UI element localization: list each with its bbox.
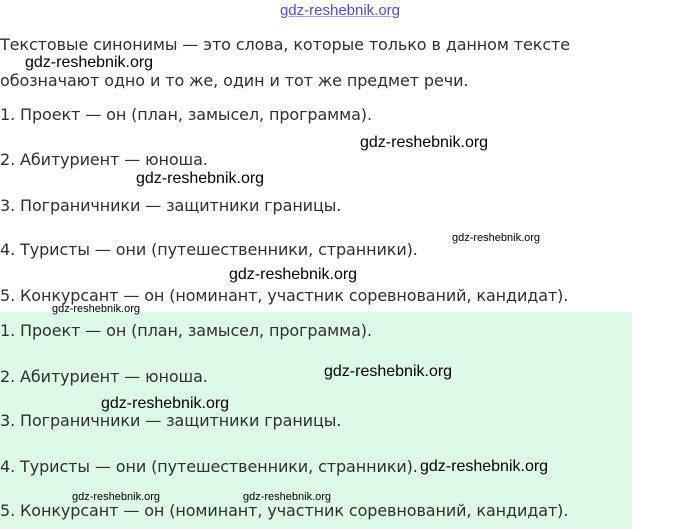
answer-item: 1. Проект — он (план, замысел, программа).	[0, 321, 372, 340]
list-item: 4. Туристы — они (путешественники, странники).	[0, 240, 418, 259]
definition-line-1: Текстовые синонимы — это слова, которые только в данном тексте	[0, 35, 570, 54]
watermark: gdz-reshebnik.org	[420, 458, 549, 475]
header-watermark-link[interactable]: gdz-reshebnik.org	[279, 2, 401, 19]
watermark: gdz-reshebnik.org	[229, 266, 358, 283]
list-item: 2. Абитуриент — юноша.	[0, 150, 208, 169]
watermark: gdz-reshebnik.org	[243, 491, 332, 503]
list-item: 3. Пограничники — защитники границы.	[0, 196, 342, 215]
watermark: gdz-reshebnik.org	[25, 54, 154, 71]
definition-line-2: обозначают одно и то же, один и тот же предмет речи.	[0, 71, 469, 90]
watermark: gdz-reshebnik.org	[52, 303, 141, 315]
watermark: gdz-reshebnik.org	[360, 134, 489, 151]
list-item: 1. Проект — он (план, замысел, программа).	[0, 105, 372, 124]
watermark: gdz-reshebnik.org	[324, 363, 453, 380]
answer-item: 5. Конкурсант — он (номинант, участник соревнований, кандидат).	[0, 501, 569, 520]
list-item: 5. Конкурсант — он (номинант, участник соревнований, кандидат).	[0, 286, 569, 305]
watermark: gdz-reshebnik.org	[452, 232, 541, 244]
answer-item: 3. Пограничники — защитники границы.	[0, 411, 342, 430]
answer-item: 2. Абитуриент — юноша.	[0, 367, 208, 386]
watermark: gdz-reshebnik.org	[101, 395, 230, 412]
answer-item: 4. Туристы — они (путешественники, странники).	[0, 457, 418, 476]
watermark: gdz-reshebnik.org	[136, 170, 265, 187]
watermark: gdz-reshebnik.org	[72, 491, 161, 503]
